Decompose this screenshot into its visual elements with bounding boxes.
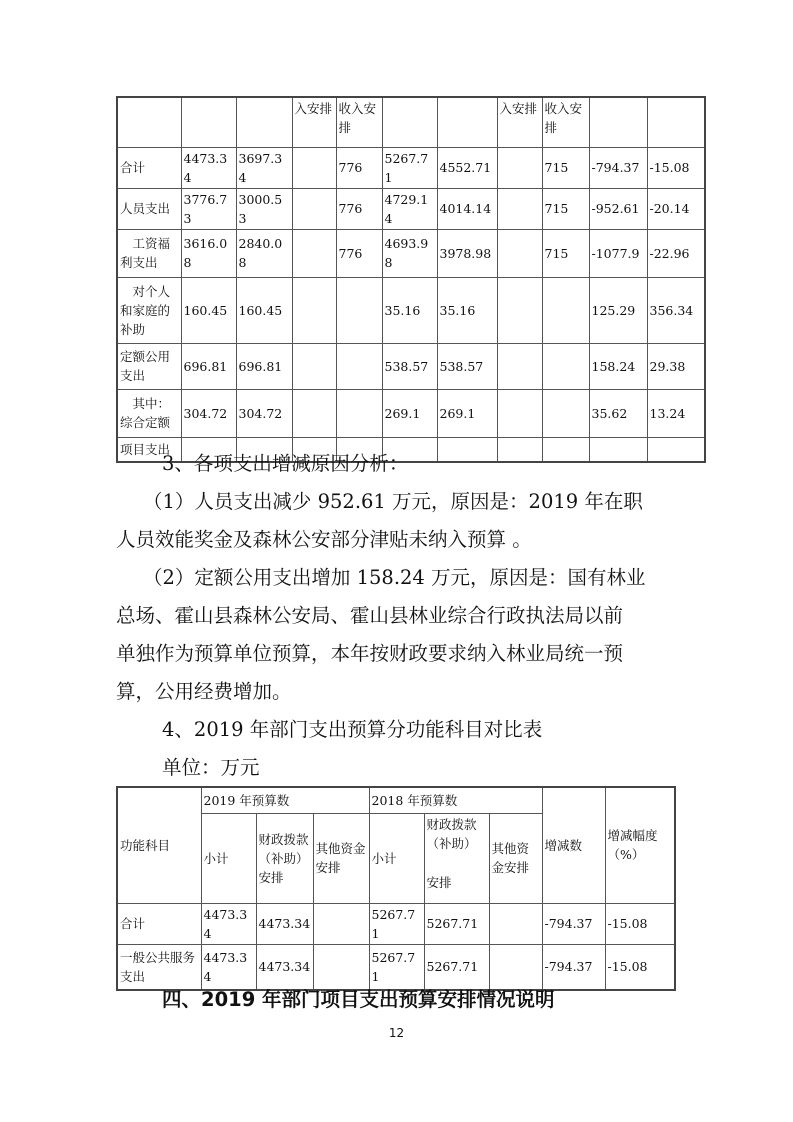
header-fiscal-2018-line1: 财政拨款（补助） [426,816,477,851]
row-label: 一般公共服务支出 [117,944,201,990]
header-cell [117,97,181,147]
cell: 696.81 [181,343,236,389]
cell: 304.72 [236,389,292,437]
cell: 304.72 [181,389,236,437]
cell [292,389,336,437]
cell [497,147,542,188]
cell [542,343,589,389]
table-row [117,343,705,389]
table-row [117,188,705,229]
cell [437,437,497,462]
table-caption: 4、2019 年部门支出预算分功能科目对比表 [162,718,543,741]
cell: 269.1 [437,389,497,437]
cell: 35.16 [382,277,437,343]
row-label: 合计 [117,903,201,944]
cell: 5267.71 [382,147,437,188]
header-cell: 入安排 [497,97,542,147]
header-subtotal-2018: 小计 [369,813,424,903]
cell [542,437,589,462]
cell: -794.37 [542,944,605,990]
cell [336,389,382,437]
header-cell [181,97,236,147]
cell: 160.45 [181,277,236,343]
paragraph-personnel-1: （1）人员支出减少 952.61 万元，原因是：2019 年在职 [143,490,643,513]
cell: -794.37 [589,147,647,188]
budget-table-functional [116,786,676,991]
header-fiscal-2019: 财政拨款（补助）安排 [256,813,313,903]
cell: -952.61 [589,188,647,229]
table-header-row [117,97,705,147]
cell: 13.24 [647,389,705,437]
row-label: 定额公用支出 [117,343,181,389]
cell: 3776.73 [181,188,236,229]
header-other-2018: 其他资金安排 [489,813,542,903]
cell: 5267.71 [424,944,489,990]
cell: 356.34 [647,277,705,343]
cell: 715 [542,188,589,229]
table-row [117,389,705,437]
cell [497,188,542,229]
row-label: 对个人和家庭的补助 [117,277,181,343]
table-row [117,147,705,188]
budget-table-economic [116,96,706,463]
header-cell: 收入安排 [336,97,382,147]
cell: 4473.34 [256,903,313,944]
section-heading: 四、2019 年部门项目支出预算安排情况说明 [162,988,555,1011]
paragraph-public-1: （2）定额公用支出增加 158.24 万元，原因是：国有林业 [143,566,646,589]
header-function: 功能科目 [117,787,201,903]
cell: 3697.34 [236,147,292,188]
paragraph-personnel-2: 人员效能奖金及森林公安部分津贴未纳入预算 。 [116,528,532,551]
cell: 4473.34 [201,944,256,990]
header-subtotal-2019: 小计 [201,813,256,903]
cell [497,343,542,389]
cell: 4473.34 [181,147,236,188]
cell: -794.37 [542,903,605,944]
table-row [117,229,705,277]
cell: 4473.34 [256,944,313,990]
cell: 3978.98 [437,229,497,277]
paragraph-public-3: 单独作为预算单位预算，本年按财政要求纳入林业局统一预 [116,642,624,665]
cell: 160.45 [236,277,292,343]
cell: 125.29 [589,277,647,343]
cell: 3000.53 [236,188,292,229]
cell [292,147,336,188]
cell: 158.24 [589,343,647,389]
cell [313,944,369,990]
cell: -20.14 [647,188,705,229]
cell: 269.1 [382,389,437,437]
table-header-row [117,787,675,813]
cell: 776 [336,229,382,277]
header-cell: 收入安排 [542,97,589,147]
unit-label: 单位：万元 [162,756,260,779]
cell [292,229,336,277]
table-row [117,944,675,990]
paragraph-public-2: 总场、霍山县森林公安局、霍山县林业综合行政执法局以前 [116,604,624,627]
cell: 4014.14 [437,188,497,229]
cell: 4729.14 [382,188,437,229]
cell [336,343,382,389]
cell [292,343,336,389]
paragraph-public-4: 算，公用经费增加。 [116,680,292,703]
cell [589,437,647,462]
header-2018: 2018 年预算数 [369,787,542,813]
header-other-2019: 其他资金安排 [313,813,369,903]
cell: 715 [542,229,589,277]
paragraph-analysis-heading: 3、各项支出增减原因分析： [162,452,409,475]
cell: 776 [336,188,382,229]
cell [497,277,542,343]
header-fiscal-2018 [424,813,489,903]
table-row [117,903,675,944]
cell: 715 [542,147,589,188]
cell: -1077.9 [589,229,647,277]
cell [313,903,369,944]
header-2019: 2019 年预算数 [201,787,369,813]
header-fiscal-2018-line2: 安排 [426,874,452,890]
header-cell [236,97,292,147]
cell [292,277,336,343]
cell: 5267.71 [369,903,424,944]
cell [489,903,542,944]
cell: 29.38 [647,343,705,389]
header-rate: 增减幅度（%） [605,787,675,903]
header-cell [437,97,497,147]
cell: 696.81 [236,343,292,389]
header-cell: 入安排 [292,97,336,147]
row-label: 人员支出 [117,188,181,229]
row-label: 工资福利支出 [117,229,181,277]
cell [292,188,336,229]
header-cell [589,97,647,147]
cell: 4552.71 [437,147,497,188]
row-label: 其中：综合定额 [117,389,181,437]
header-cell [382,97,437,147]
cell: 35.16 [437,277,497,343]
cell [647,437,705,462]
cell [497,229,542,277]
cell: -15.08 [605,944,675,990]
cell: 5267.71 [369,944,424,990]
row-label: 合计 [117,147,181,188]
cell: 2840.08 [236,229,292,277]
page-number: 12 [388,1026,405,1040]
cell: -15.08 [647,147,705,188]
cell: -22.96 [647,229,705,277]
cell [489,944,542,990]
cell [542,389,589,437]
header-change: 增减数 [542,787,605,903]
header-cell [647,97,705,147]
cell [542,277,589,343]
cell: 538.57 [382,343,437,389]
cell: 5267.71 [424,903,489,944]
cell: 35.62 [589,389,647,437]
cell: 4473.34 [201,903,256,944]
cell: 3616.08 [181,229,236,277]
cell: 4693.98 [382,229,437,277]
cell: -15.08 [605,903,675,944]
table-row [117,277,705,343]
cell [497,389,542,437]
cell [497,437,542,462]
cell [336,277,382,343]
row-label: 项目支出 [117,437,181,462]
cell: 538.57 [437,343,497,389]
cell: 776 [336,147,382,188]
